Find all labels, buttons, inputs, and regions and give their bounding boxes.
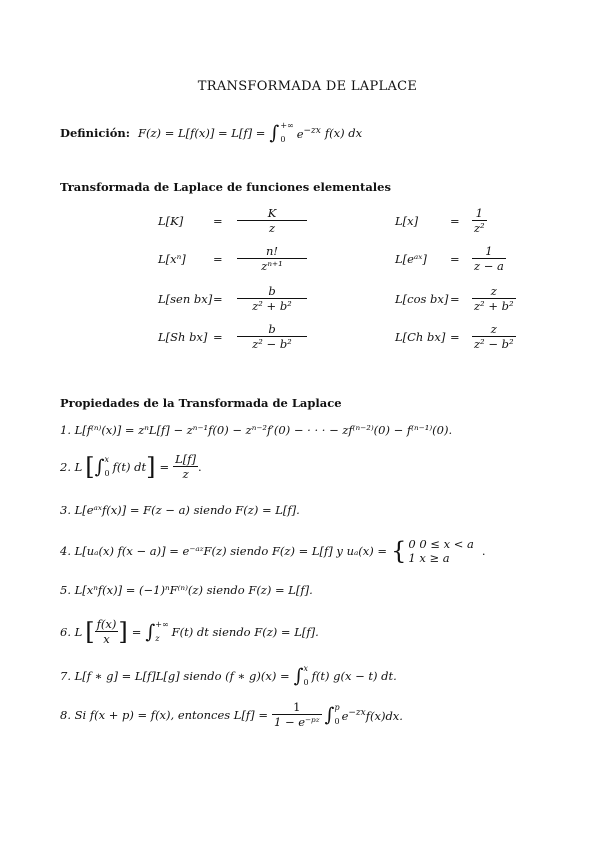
integral-limits: +∞ 0 [280,121,294,144]
transform-row: L[xⁿ] = $\frac{n!}{\text{zⁿ⁺¹}}$ L[eᵃˣ] = $\frac{1}{z - a}$ [158,244,504,274]
property-3: 3. L[eᵃˣf(x)] = F(z − a) siendo F(z) = L[f]. [60,503,300,517]
integral-symbol: ∫ [269,122,280,144]
property-7: 7. L[f ∗ g] = L[f]L[g] siendo (f ∗ g)(x) = ∫ x 0 f(t) g(x − t) dt. [60,664,397,687]
definition-label: Definición: [60,126,131,140]
property-8: 8. Si f(x + p) = f(x), entonces L[f] = $\frac{1}{\text{1 − e⁻ᵖᶻ}}$ ∫ p 0 $e^{-zx}f(x)dx$. [60,700,403,730]
property-6: 6. L [ $\frac{f(x)}{x}$ ] = ∫ +∞ z F(t) dt siendo F(z) = L[f]. [60,617,319,647]
transform-row: L[Sh bx] = $\frac{b}{\text{z² − b²}}$ L[Ch bx] = $\frac{z}{\text{z² − b²}}$ [158,322,514,352]
transform-row: L[sen bx] = $\frac{b}{\text{z² + b²}}$ L[cos bx] = $\frac{z}{\text{z² + b²}}$ [158,284,514,314]
transform-row: L[K] = $\frac{K}{z}$ L[x] = $\frac{1}{\text{z²}}$ [158,206,485,236]
section-elementary-title: Transformada de Laplace de funciones elementales [60,180,391,194]
page-title: TRANSFORMADA DE LAPLACE [197,79,418,94]
section-properties-title: Propiedades de la Transformada de Laplace [60,396,342,410]
property-4: 4. L[uₐ(x) f(x − a)] = e⁻ᵃᶻF(z) siendo F(z) = L[f] y uₐ(x) = { 0 0 ≤ x < a 1 x ≥ a . [60,537,486,565]
definition-formula: F(z) = L[f(x)] = L[f] = [138,126,266,140]
definition-line: Definición: F(z) = L[f(x)] = L[f] = ∫ +∞ 0 $e^{-zx}$ f(x) dx [60,119,362,147]
property-2: 2. L [ ∫ x 0 f(t) dt ] = $\frac{L[f]}{z}$ . [60,452,202,482]
property-1: 1. L[f⁽ⁿ⁾(x)] = zⁿL[f] − zⁿ⁻¹f(0) − zⁿ⁻²f′(0) − · · · − zf⁽ⁿ⁻²⁾(0) − f⁽ⁿ⁻¹⁾(0). [60,423,453,437]
property-5: 5. L[xⁿf(x)] = (−1)ⁿF⁽ⁿ⁾(z) siendo F(z) = L[f]. [60,583,313,597]
